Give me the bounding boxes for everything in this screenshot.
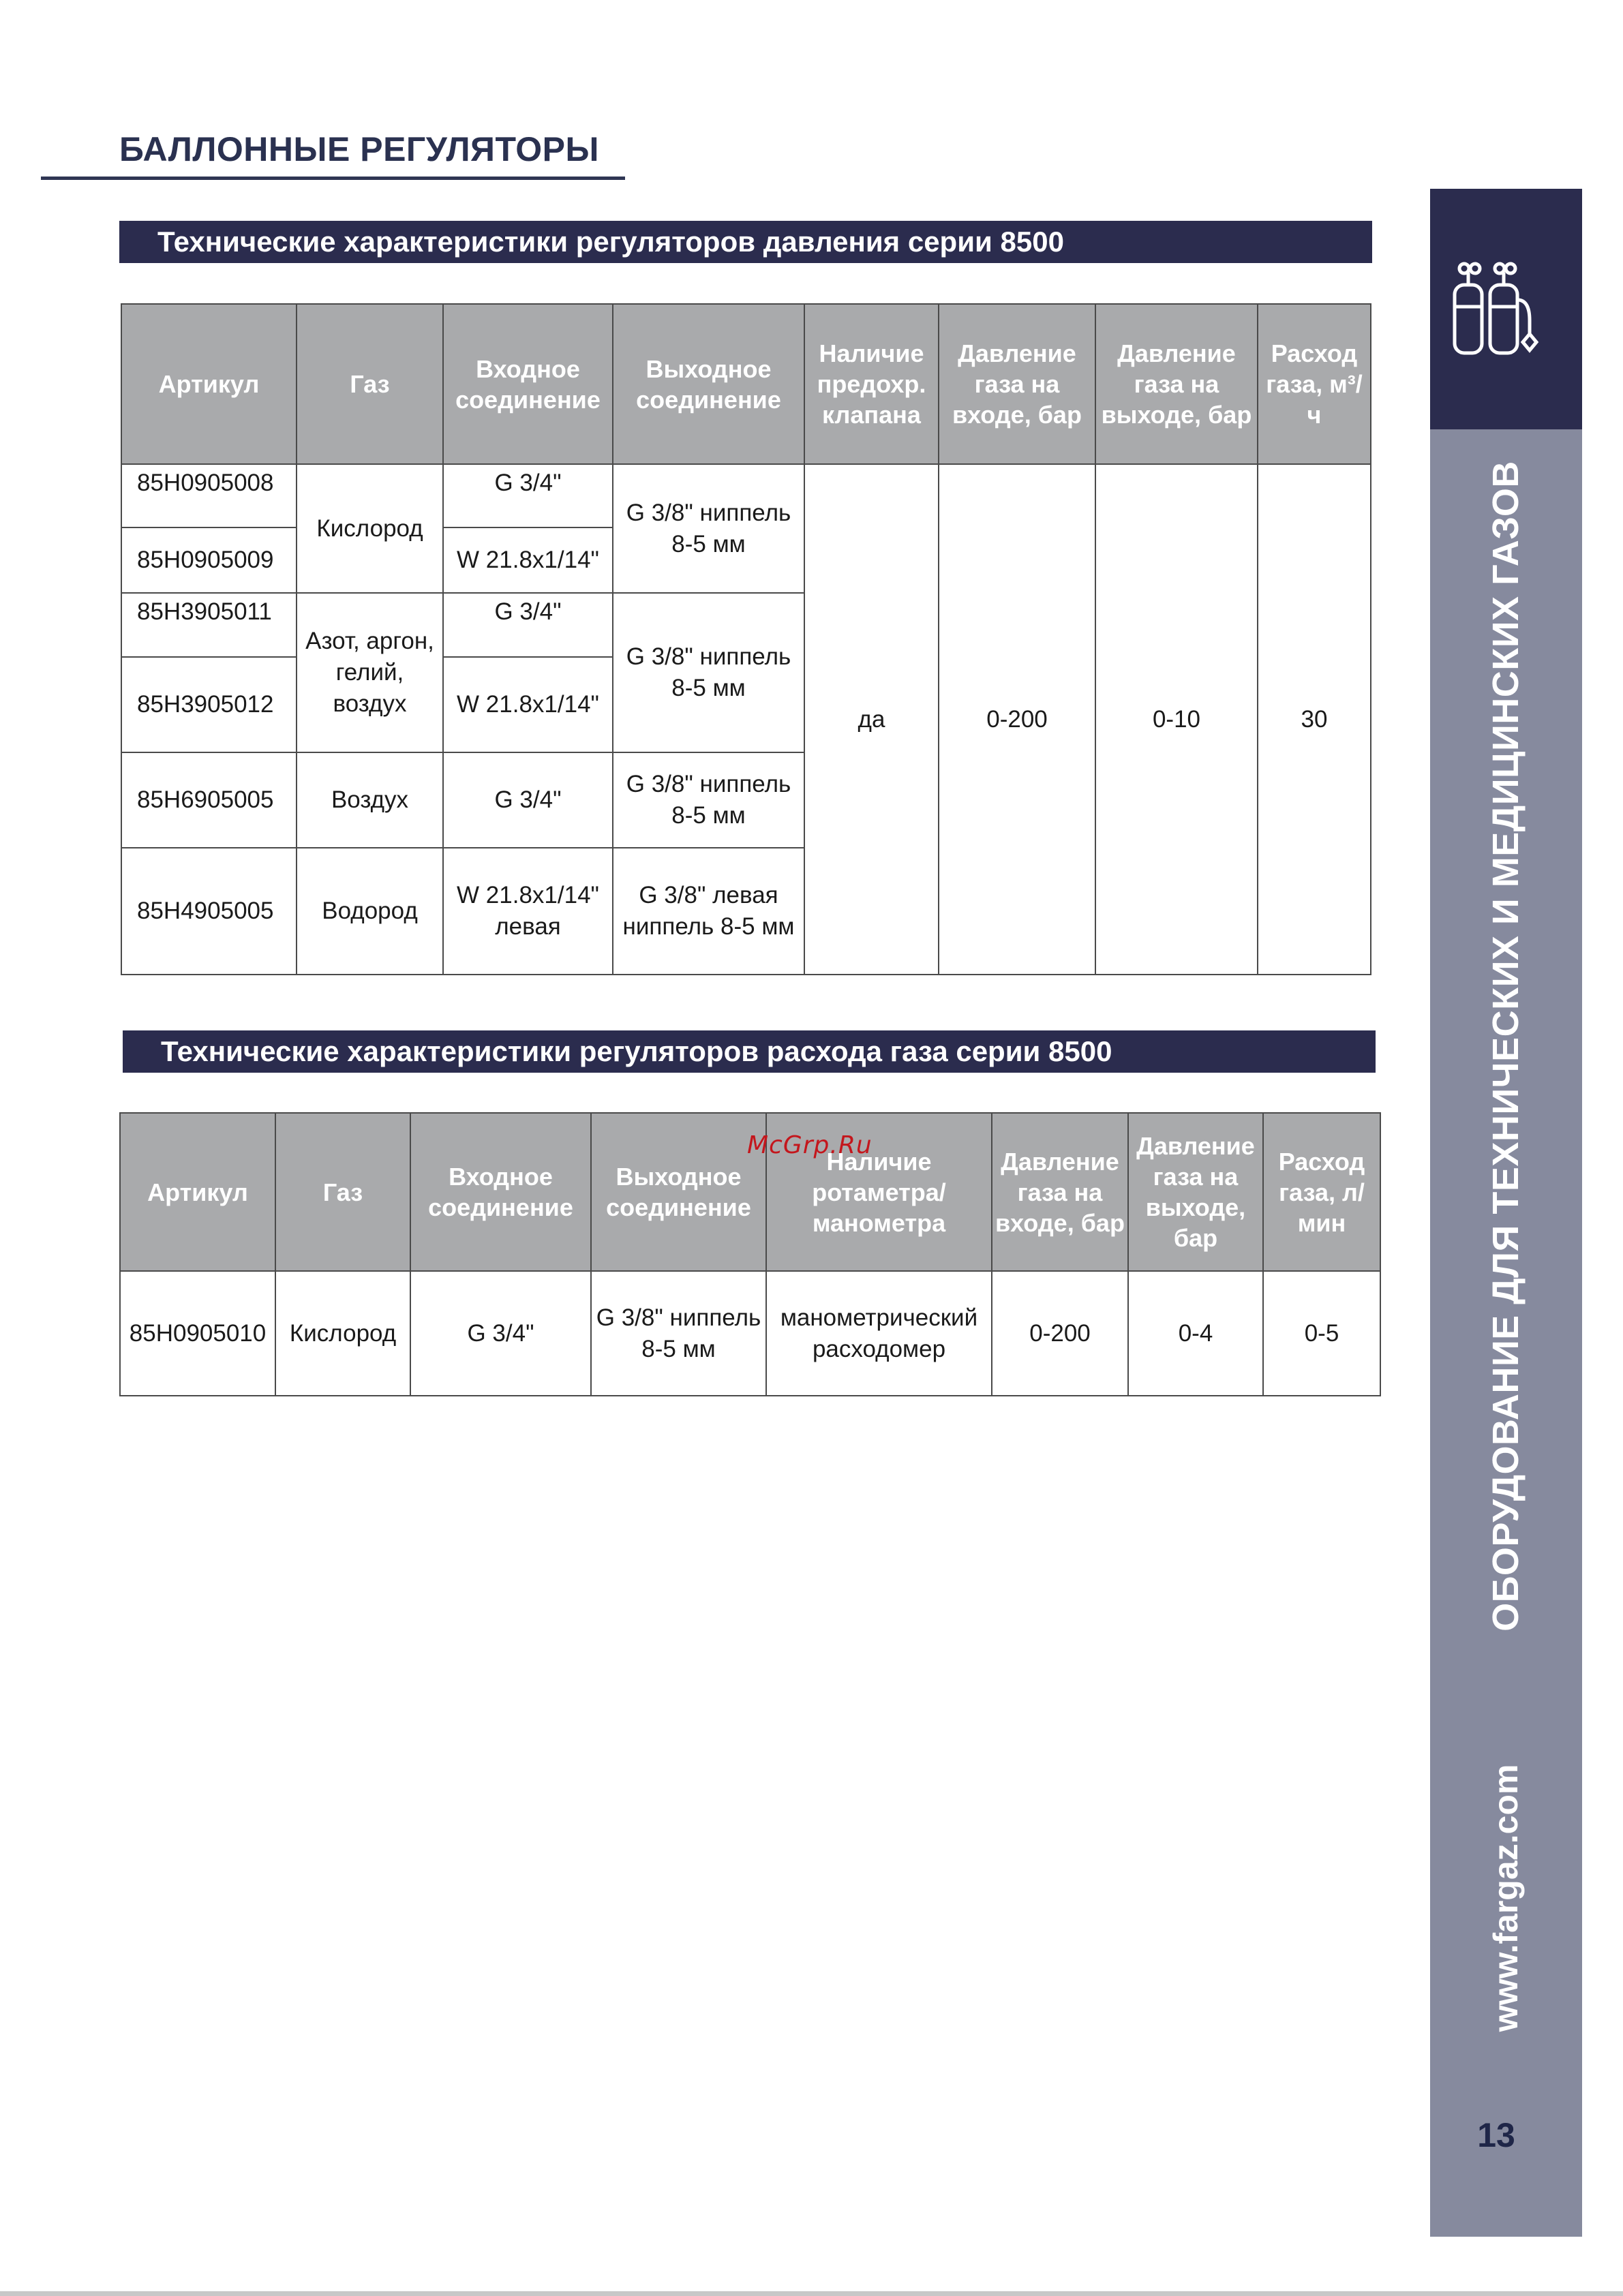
table1-header-row — [121, 304, 1371, 464]
inlet-cell: W 21.8x1/14" — [443, 657, 613, 752]
header-safety-valve: Наличие предохр. клапана — [804, 304, 939, 464]
inlet-pressure-cell: 0-200 — [992, 1271, 1128, 1396]
outlet-cell: G 3/8" ниппель 8-5 мм — [591, 1271, 766, 1396]
title-underline — [41, 177, 625, 180]
inlet-cell: W 21.8x1/14" — [443, 527, 613, 593]
watermark: McGrp.Ru — [747, 1131, 873, 1159]
gas-cell: Водород — [297, 848, 443, 975]
table1-title-bar: Технические характеристики регуляторов давления серии 8500 — [119, 221, 1372, 263]
article-cell: 85H3905011 — [121, 593, 297, 657]
header-rotameter: Наличие ротаметра/ манометра — [766, 1113, 992, 1271]
gas-cell: Кислород — [275, 1271, 410, 1396]
header-article: Артикул — [121, 304, 297, 464]
header-article: Артикул — [120, 1113, 275, 1271]
gas-cell: Кислород — [297, 464, 443, 593]
article-cell: 85H0905010 — [120, 1271, 275, 1396]
header-inlet: Входное соединение — [443, 304, 613, 464]
flow-cell: 30 — [1258, 464, 1371, 975]
header-inlet: Входное соединение — [410, 1113, 591, 1271]
header-flow: Расход газа, м³/ч — [1258, 304, 1371, 464]
inlet-cell: G 3/4" — [443, 464, 613, 527]
header-outlet: Выходное соединение — [591, 1113, 766, 1271]
gas-cell: Воздух — [297, 752, 443, 848]
table-row — [121, 464, 1371, 527]
inlet-pressure-cell: 0-200 — [939, 464, 1095, 975]
outlet-pressure-cell: 0-10 — [1095, 464, 1258, 975]
inlet-cell: W 21.8x1/14" левая — [443, 848, 613, 975]
inlet-cell: G 3/4" — [443, 593, 613, 657]
gas-cylinders-icon — [1448, 259, 1550, 361]
article-cell: 85H0905008 — [121, 464, 297, 527]
gas-cell: Азот, аргон, гелий, воздух — [297, 593, 443, 752]
outlet-cell: G 3/8" ниппель 8-5 мм — [613, 752, 804, 848]
header-inlet-pressure: Давление газа на входе, бар — [992, 1113, 1128, 1271]
inlet-cell: G 3/4" — [410, 1271, 591, 1396]
outlet-cell: G 3/8" левая ниппель 8-5 мм — [613, 848, 804, 975]
page-number: 13 — [1477, 2116, 1515, 2154]
inlet-cell: G 3/4" — [443, 752, 613, 848]
header-gas: Газ — [275, 1113, 410, 1271]
header-flow: Расход газа, л/мин — [1263, 1113, 1380, 1271]
article-cell: 85H0905009 — [121, 527, 297, 593]
side-vertical-text: ОБОРУДОВАНИЕ ДЛЯ ТЕХНИЧЕСКИХ И МЕДИЦИНСКИХ ГАЗОВ — [1485, 461, 1526, 1632]
rotameter-cell: манометрический расходомер — [766, 1271, 992, 1396]
bottom-rule — [0, 2291, 1623, 2296]
header-outlet-pressure: Давление газа на выходе, бар — [1095, 304, 1258, 464]
outlet-cell: G 3/8" ниппель 8-5 мм — [613, 593, 804, 752]
header-outlet: Выходное соединение — [613, 304, 804, 464]
table-row — [120, 1271, 1380, 1396]
pressure-regulators-table — [121, 303, 1371, 975]
website-url[interactable]: www.fargaz.com — [1487, 1764, 1525, 2032]
safety-valve-cell: да — [804, 464, 939, 975]
table2-title-bar: Технические характеристики регуляторов расхода газа серии 8500 — [123, 1030, 1376, 1073]
article-cell: 85H3905012 — [121, 657, 297, 752]
header-inlet-pressure: Давление газа на входе, бар — [939, 304, 1095, 464]
article-cell: 85H6905005 — [121, 752, 297, 848]
outlet-pressure-cell: 0-4 — [1128, 1271, 1263, 1396]
page-title: БАЛЛОННЫЕ РЕГУЛЯТОРЫ — [119, 130, 599, 168]
header-outlet-pressure: Давление газа на выходе, бар — [1128, 1113, 1263, 1271]
article-cell: 85H4905005 — [121, 848, 297, 975]
outlet-cell: G 3/8" ниппель 8-5 мм — [613, 464, 804, 593]
header-gas: Газ — [297, 304, 443, 464]
flow-cell: 0-5 — [1263, 1271, 1380, 1396]
